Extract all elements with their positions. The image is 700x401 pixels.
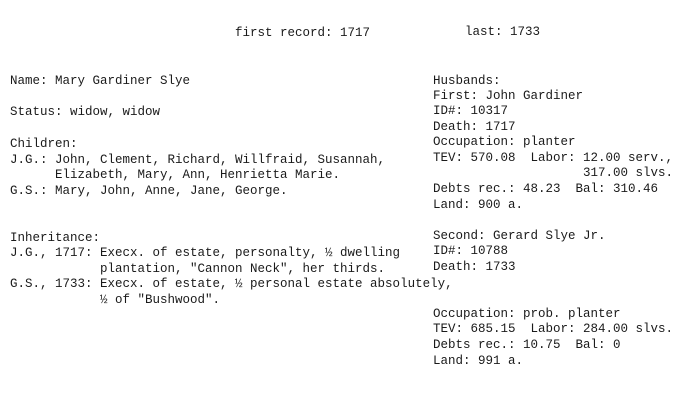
second-husband-line-3: Death: 1733 [433, 260, 516, 274]
first-husband-line-7: Debts rec.: 48.23 Bal: 310.46 [433, 182, 659, 196]
name-field: Name: Mary Gardiner Slye [10, 74, 191, 88]
first-husband-line-8: Land: 900 a. [433, 198, 524, 212]
inheritance-heading: Inheritance: [10, 231, 101, 245]
inheritance-line-4: ½ of "Bushwood". [10, 293, 221, 307]
first-husband-line-4: Occupation: planter [433, 135, 576, 149]
second-husband-line-2: ID#: 10788 [433, 244, 509, 258]
second-husband-line-4: Occupation: prob. planter [433, 307, 621, 321]
children-line-2: Elizabeth, Mary, Ann, Henrietta Marie. [10, 168, 341, 182]
second-husband-line-1: Second: Gerard Slye Jr. [433, 229, 606, 243]
inheritance-line-3: G.S., 1733: Execx. of estate, ½ personal estate absolutely, [10, 277, 453, 291]
second-husband-line-6: Debts rec.: 10.75 Bal: 0 [433, 338, 621, 352]
second-husband-line-5: TEV: 685.15 Labor: 284.00 slvs. [433, 322, 674, 336]
second-husband-line-7: Land: 991 a. [433, 354, 524, 368]
first-husband-line-1: First: John Gardiner [433, 89, 584, 103]
first-husband-line-3: Death: 1717 [433, 120, 516, 134]
status-field: Status: widow, widow [10, 105, 161, 119]
children-heading: Children: [10, 137, 78, 151]
first-husband-line-6: 317.00 slvs. [433, 166, 674, 180]
inheritance-line-1: J.G., 1717: Execx. of estate, personalty, ½ dwelling [10, 246, 401, 260]
children-line-3: G.S.: Mary, John, Anne, Jane, George. [10, 184, 288, 198]
first-husband-line-5: TEV: 570.08 Labor: 12.00 serv., [433, 151, 674, 165]
first-husband-line-2: ID#: 10317 [433, 104, 509, 118]
husbands-heading: Husbands: [433, 74, 501, 88]
inheritance-line-2: plantation, "Cannon Neck", her thirds. [10, 262, 386, 276]
first-record-text: first record: 1717 [235, 26, 371, 40]
children-line-1: J.G.: John, Clement, Richard, Willfraid, Susannah, [10, 153, 386, 167]
last-record-text: last: 1733 [465, 25, 541, 39]
